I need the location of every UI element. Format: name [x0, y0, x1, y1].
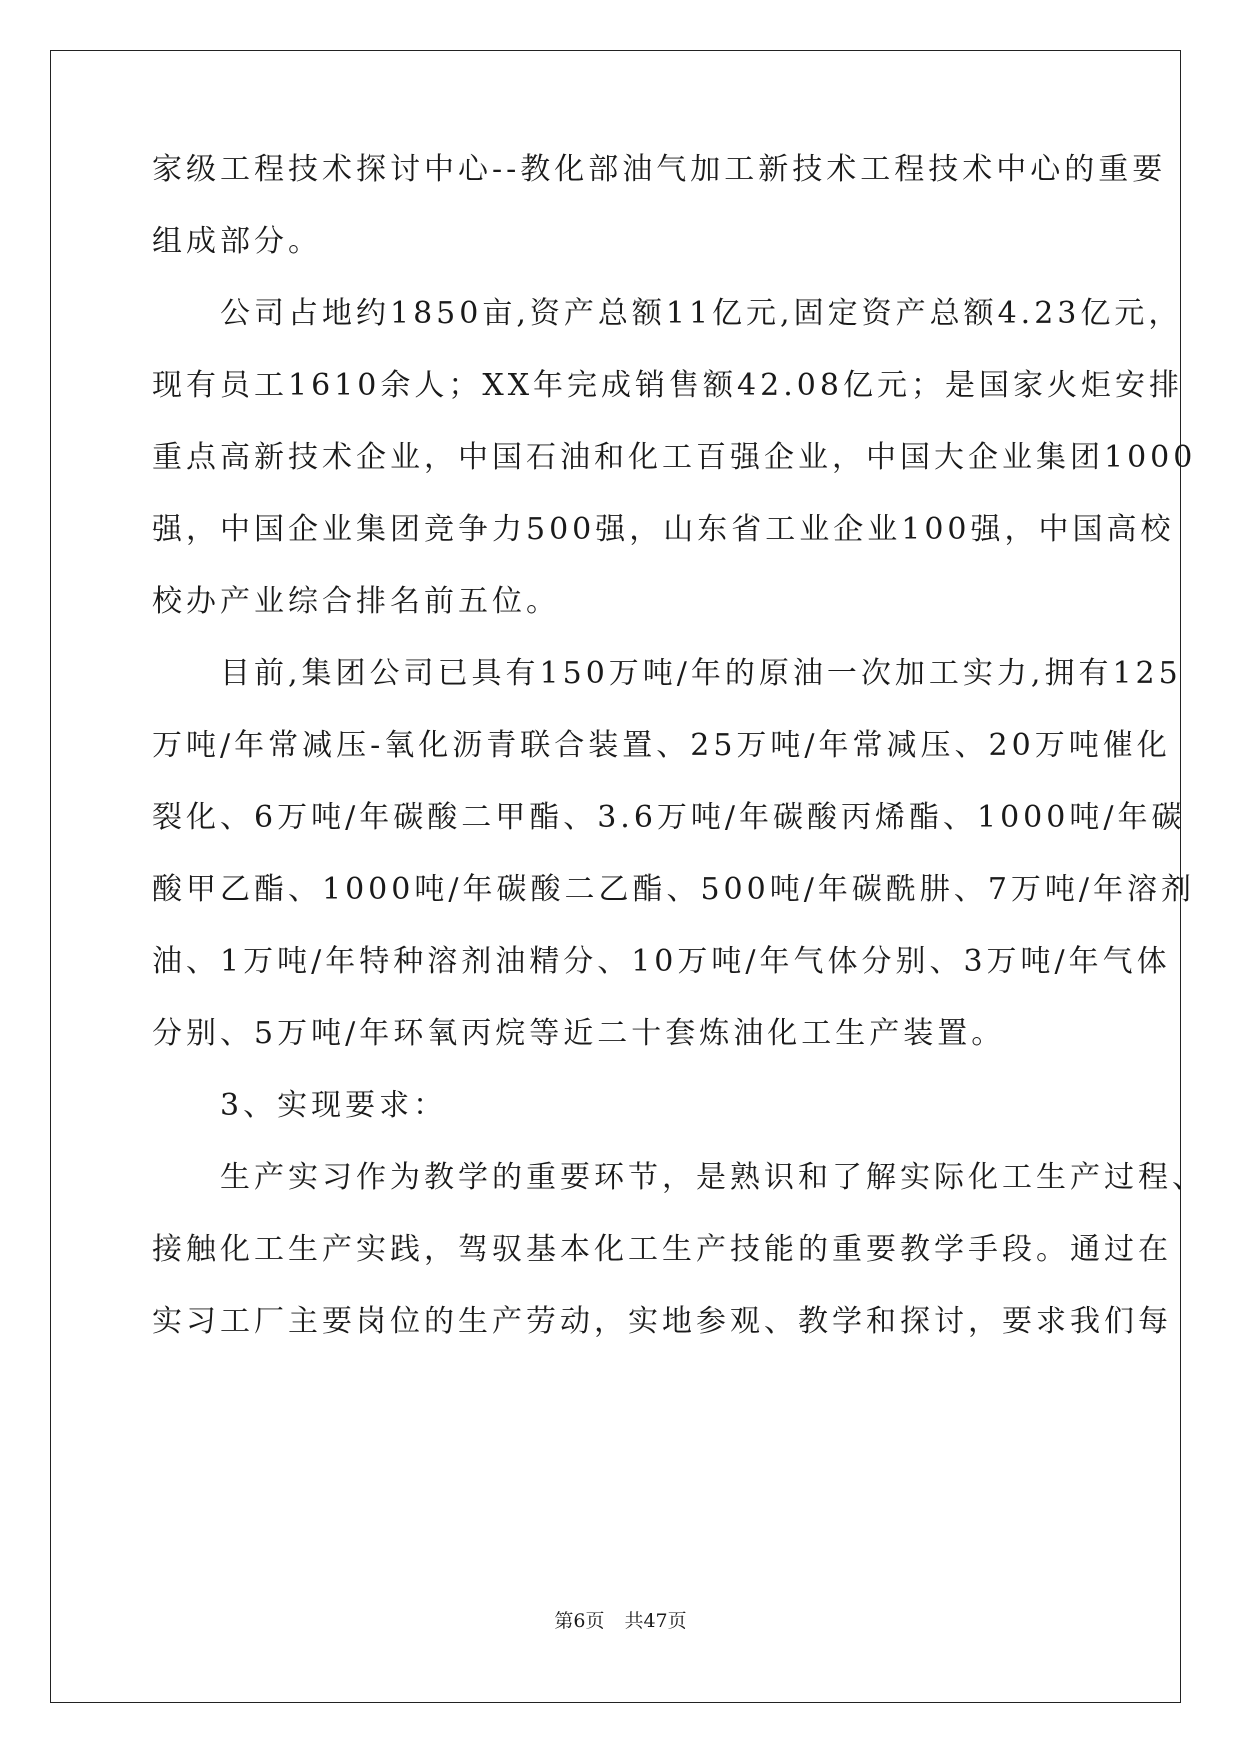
page-total: 共47页: [624, 1610, 687, 1632]
text-line: 现有员工1610余人；XX年完成销售额42.08亿元；是国家火炬安排: [152, 368, 1183, 403]
text-line: 重点高新技术企业，中国石油和化工百强企业，中国大企业集团1000: [152, 440, 1197, 475]
text-line: 家级工程技术探讨中心--教化部油气加工新技术工程技术中心的重要: [152, 152, 1167, 187]
text-line: 组成部分。: [152, 224, 322, 259]
page-number: 第6页: [554, 1610, 605, 1632]
page-footer: [0, 1609, 1241, 1633]
text-line: 3、实现要求：: [152, 1088, 448, 1123]
text-line: 接触化工生产实践，驾驭基本化工生产技能的重要教学手段。通过在: [152, 1232, 1172, 1267]
text-line: 实习工厂主要岗位的生产劳动，实地参观、教学和探讨，要求我们每: [152, 1304, 1172, 1339]
text-line: 公司占地约1850亩,资产总额11亿元,固定资产总额4.23亿元，: [152, 296, 1183, 331]
text-line: 万吨/年常减压-氧化沥青联合装置、25万吨/年常减压、20万吨催化: [152, 728, 1171, 763]
text-line: 裂化、6万吨/年碳酸二甲酯、3.6万吨/年碳酸丙烯酯、1000吨/年碳: [152, 800, 1186, 835]
text-line: 校办产业综合排名前五位。: [152, 584, 560, 619]
text-line: 生产实习作为教学的重要环节，是熟识和了解实际化工生产过程、: [152, 1160, 1206, 1195]
text-line: 酸甲乙酯、1000吨/年碳酸二乙酯、500吨/年碳酰肼、7万吨/年溶剂: [152, 872, 1196, 907]
text-line: 目前,集团公司已具有150万吨/年的原油一次加工实力,拥有125: [152, 656, 1182, 691]
text-line: 油、1万吨/年特种溶剂油精分、10万吨/年气体分别、3万吨/年气体: [152, 944, 1171, 979]
text-line: 强，中国企业集团竞争力500强，山东省工业企业100强，中国高校: [152, 512, 1175, 547]
text-line: 分别、5万吨/年环氧丙烷等近二十套炼油化工生产装置。: [152, 1016, 1006, 1051]
